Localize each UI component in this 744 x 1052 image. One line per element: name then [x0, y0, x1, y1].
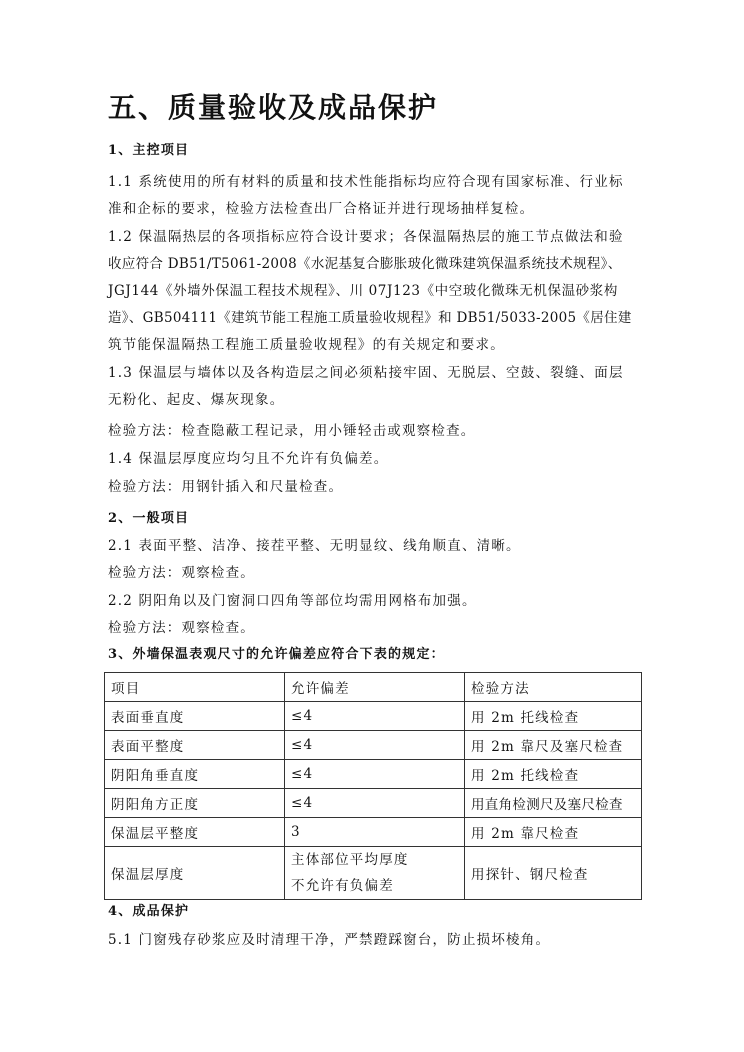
- table-row: [105, 818, 642, 847]
- table-row: [105, 789, 642, 818]
- paragraph-line: 1.1 系统使用的所有材料的质量和技术性能指标均应符合现有国家标准、行业标: [108, 174, 624, 190]
- table-cell: 表面平整度: [105, 731, 285, 760]
- paragraph-line: 筑节能保温隔热工程施工质量验收规程》的有关规定和要求。: [108, 337, 505, 353]
- section-heading: 1、主控项目: [108, 143, 190, 158]
- paragraph-line: 1.2 保温隔热层的各项指标应符合设计要求；各保温隔热层的施工节点做法和验: [108, 229, 624, 245]
- paragraph-line: 1.4 保温层厚度应均匀且不允许有负偏差。: [108, 451, 389, 467]
- header-cell: 项目: [105, 673, 285, 702]
- tolerance-table: [104, 672, 642, 900]
- paragraph-line: 收应符合 DB51/T5061-2008《水泥基复合膨胀玻化微珠建筑保温系统技术规程》、: [108, 256, 622, 272]
- table-cell: 用 2m 靠尺检查: [465, 818, 642, 847]
- paragraph-line: 5.1 门窗残存砂浆应及时清理干净，严禁蹬踩窗台，防止损坏棱角。: [108, 932, 551, 948]
- paragraph-line: 检验方法：检查隐蔽工程记录，用小锤轻击或观察检查。: [108, 423, 476, 439]
- table-row: [105, 760, 642, 789]
- paragraph-line: 1.3 保温层与墙体以及各构造层之间必须粘接牢固、无脱层、空鼓、裂缝、面层: [108, 365, 624, 381]
- table-cell: ≤4: [285, 731, 465, 760]
- table-cell: ≤4: [285, 760, 465, 789]
- section-heading: 4、成品保护: [108, 904, 190, 919]
- header-cell: 允许偏差: [285, 673, 465, 702]
- paragraph-line: 准和企标的要求，检验方法检查出厂合格证并进行现场抽样复检。: [108, 201, 535, 217]
- table-row: [105, 702, 642, 731]
- table-cell: 保温层厚度: [105, 847, 285, 900]
- table-cell: 阴阳角方正度: [105, 789, 285, 818]
- paragraph-line: 2.1 表面平整、洁净、接茬平整、无明显纹、线角顺直、清晰。: [108, 538, 521, 554]
- table-row: [105, 731, 642, 760]
- cell-line: 主体部位平均厚度: [291, 852, 409, 868]
- paragraph-line: 2.2 阴阳角以及门窗洞口四角等部位均需用网格布加强。: [108, 593, 477, 609]
- cell-line: 不允许有负偏差: [291, 878, 394, 894]
- table-cell: 3: [285, 818, 465, 847]
- section-heading: 3、外墙保温表观尺寸的允许偏差应符合下表的规定：: [108, 647, 445, 662]
- table-cell: ≤4: [285, 789, 465, 818]
- table-cell: 表面垂直度: [105, 702, 285, 731]
- table-cell: ≤4: [285, 702, 465, 731]
- paragraph-line: 无粉化、起皮、爆灰现象。: [108, 392, 285, 408]
- paragraph-line: 检验方法：用钢针插入和尺量检查。: [108, 479, 344, 495]
- table-cell: 用直角检测尺及塞尺检查: [465, 789, 642, 818]
- header-cell: 检验方法: [465, 673, 642, 702]
- table-cell: 用 2m 托线检查: [465, 702, 642, 731]
- table-cell: [285, 847, 465, 900]
- paragraph-line: 造》、GB504111《建筑节能工程施工质量验收规程》和 DB51/5033-2005《居住建: [108, 310, 632, 326]
- section-heading: 2、一般项目: [108, 511, 190, 526]
- table-cell: 用 2m 托线检查: [465, 760, 642, 789]
- table-header-row: [105, 673, 642, 702]
- paragraph-line: 检验方法：观察检查。: [108, 620, 255, 636]
- paragraph-line: JGJ144《外墙外保温工程技术规程》、川 07J123《中空玻化微珠无机保温砂浆构: [108, 283, 618, 299]
- table-cell: 用探针、钢尺检查: [465, 847, 642, 900]
- table-cell: 用 2m 靠尺及塞尺检查: [465, 731, 642, 760]
- paragraph-line: 检验方法：观察检查。: [108, 565, 255, 581]
- table-row: [105, 847, 642, 900]
- table-cell: 保温层平整度: [105, 818, 285, 847]
- page-title: 五、质量验收及成品保护: [108, 91, 439, 124]
- table-cell: 阴阳角垂直度: [105, 760, 285, 789]
